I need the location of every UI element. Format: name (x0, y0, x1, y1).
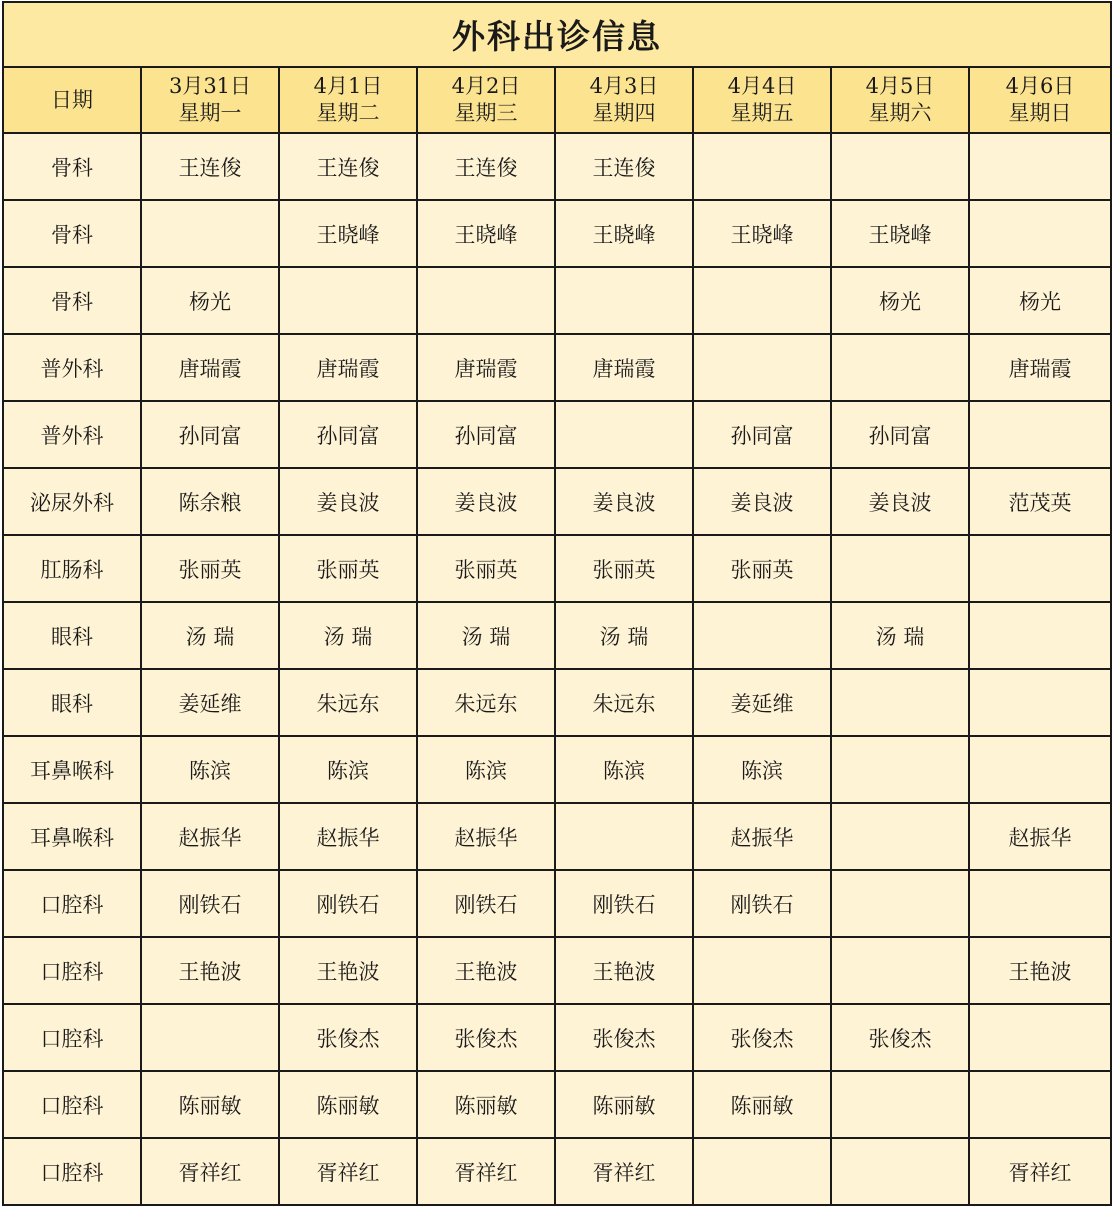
header-day-cell (279, 67, 417, 133)
doctor-cell (141, 200, 279, 267)
doctor-cell: 赵振华 (693, 803, 831, 870)
department-cell: 口腔科 (3, 937, 141, 1004)
department-cell: 耳鼻喉科 (3, 803, 141, 870)
department-cell: 口腔科 (3, 1138, 141, 1205)
table-row (3, 803, 1111, 870)
header-day-cell (831, 67, 969, 133)
header-weekday: 星期日 (1008, 101, 1072, 125)
doctor-cell: 唐瑞霞 (417, 334, 555, 401)
doctor-cell: 王连俊 (141, 133, 279, 200)
doctor-cell (693, 602, 831, 669)
table-row (3, 468, 1111, 535)
header-day-cell (417, 67, 555, 133)
header-date: 4月1日 (313, 74, 383, 98)
doctor-cell: 王晓峰 (831, 200, 969, 267)
department-cell: 骨科 (3, 200, 141, 267)
doctor-cell: 陈丽敏 (141, 1071, 279, 1138)
doctor-cell (969, 736, 1111, 803)
doctor-cell: 唐瑞霞 (141, 334, 279, 401)
doctor-cell: 张丽英 (555, 535, 693, 602)
doctor-cell: 姜良波 (831, 468, 969, 535)
doctor-cell (831, 535, 969, 602)
doctor-cell: 张俊杰 (279, 1004, 417, 1071)
department-cell: 骨科 (3, 267, 141, 334)
schedule-table (2, 1, 1112, 1206)
doctor-cell: 陈滨 (693, 736, 831, 803)
doctor-cell (831, 870, 969, 937)
doctor-cell: 张俊杰 (693, 1004, 831, 1071)
doctor-cell: 姜良波 (555, 468, 693, 535)
doctor-cell: 朱远东 (417, 669, 555, 736)
table-row (3, 1004, 1111, 1071)
doctor-cell: 刚铁石 (279, 870, 417, 937)
doctor-cell: 王晓峰 (693, 200, 831, 267)
department-cell: 口腔科 (3, 1071, 141, 1138)
doctor-cell: 张丽英 (141, 535, 279, 602)
doctor-cell (969, 870, 1111, 937)
doctor-cell (831, 1071, 969, 1138)
doctor-cell (555, 267, 693, 334)
doctor-cell (693, 267, 831, 334)
doctor-cell: 姜良波 (279, 468, 417, 535)
table-row (3, 937, 1111, 1004)
department-cell: 肛肠科 (3, 535, 141, 602)
doctor-cell: 刚铁石 (141, 870, 279, 937)
doctor-cell: 孙同富 (693, 401, 831, 468)
header-date: 4月3日 (589, 74, 659, 98)
doctor-cell (831, 1138, 969, 1205)
doctor-cell: 陈丽敏 (279, 1071, 417, 1138)
header-day-cell (693, 67, 831, 133)
doctor-cell: 胥祥红 (555, 1138, 693, 1205)
doctor-cell: 孙同富 (141, 401, 279, 468)
doctor-cell: 王艳波 (141, 937, 279, 1004)
doctor-cell: 姜良波 (693, 468, 831, 535)
header-weekday: 星期四 (592, 101, 656, 125)
table-row (3, 334, 1111, 401)
doctor-cell: 朱远东 (555, 669, 693, 736)
doctor-cell: 汤 瑞 (831, 602, 969, 669)
department-cell: 眼科 (3, 669, 141, 736)
doctor-cell (831, 736, 969, 803)
doctor-cell: 王连俊 (555, 133, 693, 200)
doctor-cell: 王连俊 (417, 133, 555, 200)
doctor-cell (969, 133, 1111, 200)
doctor-cell: 孙同富 (417, 401, 555, 468)
doctor-cell (969, 401, 1111, 468)
doctor-cell (555, 401, 693, 468)
doctor-cell: 王连俊 (279, 133, 417, 200)
header-weekday: 星期三 (454, 101, 518, 125)
doctor-cell: 王晓峰 (279, 200, 417, 267)
doctor-cell (969, 669, 1111, 736)
date-label-cell: 日期 (3, 67, 141, 133)
doctor-cell: 刚铁石 (555, 870, 693, 937)
table-row (3, 535, 1111, 602)
doctor-cell: 汤 瑞 (555, 602, 693, 669)
department-cell: 口腔科 (3, 1004, 141, 1071)
doctor-cell (555, 803, 693, 870)
doctor-cell (831, 334, 969, 401)
doctor-cell: 姜延维 (141, 669, 279, 736)
doctor-cell: 汤 瑞 (141, 602, 279, 669)
header-weekday: 星期一 (178, 101, 242, 125)
doctor-cell: 姜良波 (417, 468, 555, 535)
page-title: 外科出诊信息 (3, 2, 1111, 67)
doctor-cell: 赵振华 (969, 803, 1111, 870)
department-cell: 口腔科 (3, 870, 141, 937)
doctor-cell: 张丽英 (279, 535, 417, 602)
doctor-cell (831, 669, 969, 736)
doctor-cell: 王艳波 (555, 937, 693, 1004)
department-cell: 骨科 (3, 133, 141, 200)
header-weekday: 星期二 (316, 101, 380, 125)
department-cell: 普外科 (3, 401, 141, 468)
header-date: 4月6日 (1005, 74, 1075, 98)
doctor-cell: 孙同富 (831, 401, 969, 468)
doctor-cell (969, 602, 1111, 669)
header-day-cell (141, 67, 279, 133)
doctor-cell: 孙同富 (279, 401, 417, 468)
table-row (3, 1071, 1111, 1138)
doctor-cell: 唐瑞霞 (969, 334, 1111, 401)
doctor-cell: 赵振华 (279, 803, 417, 870)
doctor-cell: 张丽英 (417, 535, 555, 602)
doctor-cell (969, 200, 1111, 267)
doctor-cell: 范茂英 (969, 468, 1111, 535)
header-date: 4月4日 (727, 74, 797, 98)
doctor-cell: 胥祥红 (417, 1138, 555, 1205)
header-date: 4月2日 (451, 74, 521, 98)
doctor-cell: 姜延维 (693, 669, 831, 736)
doctor-cell: 王晓峰 (555, 200, 693, 267)
doctor-cell: 陈丽敏 (693, 1071, 831, 1138)
doctor-cell (693, 937, 831, 1004)
table-body (3, 133, 1111, 1205)
doctor-cell (969, 1004, 1111, 1071)
table-row (3, 200, 1111, 267)
doctor-cell (693, 334, 831, 401)
header-day-cell (969, 67, 1111, 133)
doctor-cell: 赵振华 (417, 803, 555, 870)
department-cell: 泌尿外科 (3, 468, 141, 535)
doctor-cell: 朱远东 (279, 669, 417, 736)
doctor-cell: 陈余粮 (141, 468, 279, 535)
doctor-cell: 陈滨 (417, 736, 555, 803)
doctor-cell: 刚铁石 (693, 870, 831, 937)
doctor-cell: 胥祥红 (141, 1138, 279, 1205)
doctor-cell: 唐瑞霞 (555, 334, 693, 401)
doctor-cell (279, 267, 417, 334)
doctor-cell: 汤 瑞 (417, 602, 555, 669)
department-cell: 眼科 (3, 602, 141, 669)
table-row (3, 1138, 1111, 1205)
doctor-cell: 王艳波 (969, 937, 1111, 1004)
doctor-cell: 胥祥红 (279, 1138, 417, 1205)
doctor-cell: 赵振华 (141, 803, 279, 870)
header-weekday: 星期五 (730, 101, 794, 125)
table-row (3, 870, 1111, 937)
doctor-cell (969, 1071, 1111, 1138)
header-row (3, 67, 1111, 133)
table-row (3, 736, 1111, 803)
doctor-cell (417, 267, 555, 334)
doctor-cell: 陈滨 (555, 736, 693, 803)
doctor-cell: 唐瑞霞 (279, 334, 417, 401)
doctor-cell: 张俊杰 (555, 1004, 693, 1071)
table-row (3, 267, 1111, 334)
doctor-cell: 刚铁石 (417, 870, 555, 937)
doctor-cell (693, 133, 831, 200)
table-row (3, 401, 1111, 468)
doctor-cell: 汤 瑞 (279, 602, 417, 669)
header-date: 4月5日 (865, 74, 935, 98)
table-row (3, 669, 1111, 736)
department-cell: 耳鼻喉科 (3, 736, 141, 803)
header-day-cell (555, 67, 693, 133)
doctor-cell: 王艳波 (279, 937, 417, 1004)
doctor-cell: 王晓峰 (417, 200, 555, 267)
doctor-cell (693, 1138, 831, 1205)
table-row (3, 602, 1111, 669)
table-row (3, 133, 1111, 200)
doctor-cell: 杨光 (141, 267, 279, 334)
doctor-cell: 陈丽敏 (417, 1071, 555, 1138)
doctor-cell (831, 937, 969, 1004)
doctor-cell: 张俊杰 (417, 1004, 555, 1071)
department-cell: 普外科 (3, 334, 141, 401)
doctor-cell: 陈丽敏 (555, 1071, 693, 1138)
doctor-cell (831, 803, 969, 870)
doctor-cell: 王艳波 (417, 937, 555, 1004)
doctor-cell: 杨光 (831, 267, 969, 334)
doctor-cell: 陈滨 (279, 736, 417, 803)
header-date: 3月31日 (168, 74, 252, 98)
doctor-cell (141, 1004, 279, 1071)
doctor-cell: 张俊杰 (831, 1004, 969, 1071)
doctor-cell: 陈滨 (141, 736, 279, 803)
header-weekday: 星期六 (868, 101, 932, 125)
doctor-cell: 胥祥红 (969, 1138, 1111, 1205)
doctor-cell (969, 535, 1111, 602)
doctor-cell: 杨光 (969, 267, 1111, 334)
doctor-cell (831, 133, 969, 200)
doctor-cell: 张丽英 (693, 535, 831, 602)
